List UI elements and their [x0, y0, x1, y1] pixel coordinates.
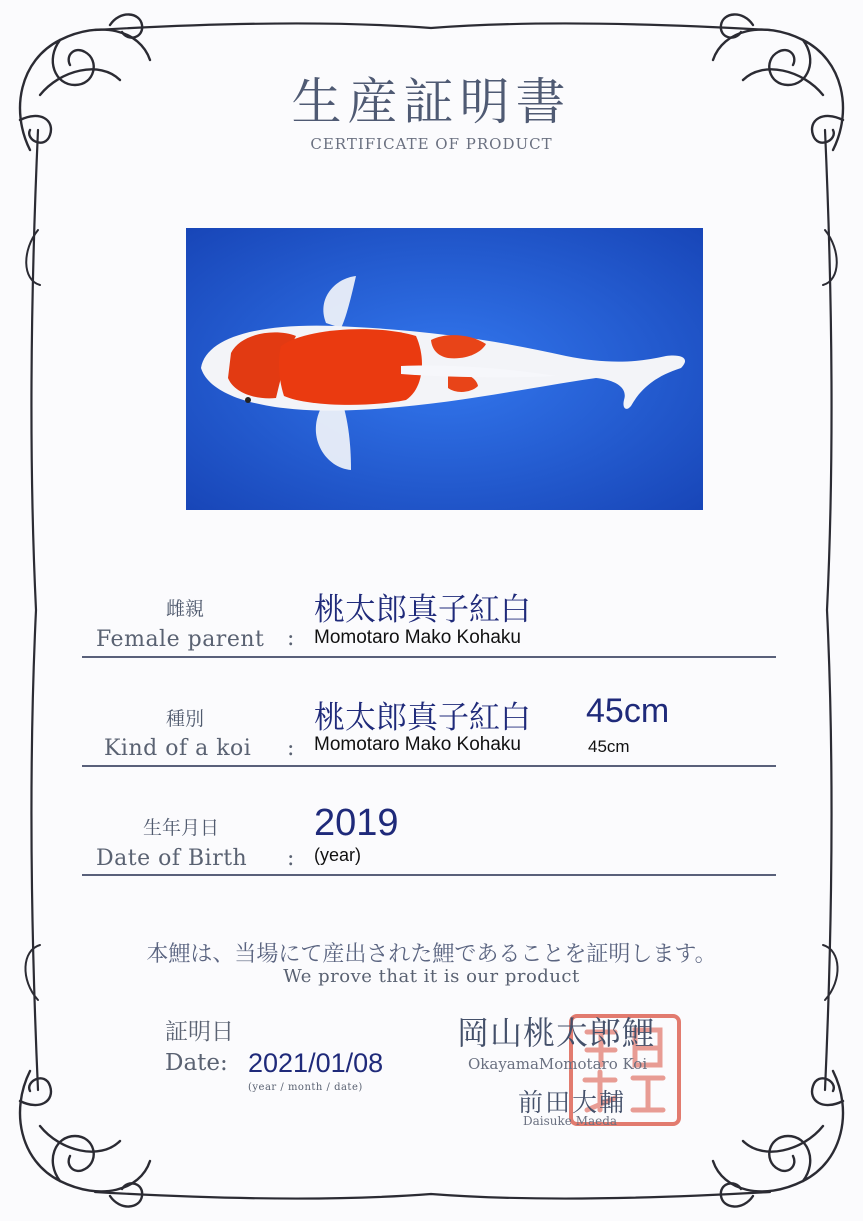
female-parent-label-jp: 雌親 — [165, 598, 204, 620]
certificate-title-jp: 生産証明書 — [291, 73, 572, 131]
corner-scroll-br — [713, 1071, 843, 1207]
size-value-big: 45cm — [586, 692, 670, 730]
issue-date-label-jp: 証明日 — [165, 1019, 234, 1045]
statement-jp: 本鯉は、当場にて産出された鯉であることを証明します。 — [146, 942, 717, 967]
birth-label-en: Date of Birth — [96, 846, 248, 871]
female-parent-value-en: Momotaro Mako Kohaku — [314, 627, 521, 648]
owner-name-en: Daisuke Maeda — [523, 1114, 618, 1128]
farm-name-jp: 岡山桃太郎鯉 — [457, 1014, 656, 1052]
issue-date-value: 2021/01/08 — [248, 1048, 384, 1078]
issue-date-label-en: Date: — [165, 1050, 228, 1076]
kind-label-en: Kind of a koi — [104, 736, 252, 761]
birth-year-value: 2019 — [314, 802, 399, 844]
kind-value-en: Momotaro Mako Kohaku — [314, 734, 521, 755]
statement-en: We prove that it is our product — [283, 966, 580, 987]
corner-scroll-bl — [20, 1071, 150, 1207]
koi-fish-icon — [186, 228, 703, 510]
female-parent-label-en: Female parent — [96, 627, 265, 652]
birth-label-jp: 生年月日 — [142, 817, 219, 839]
colon: : — [287, 736, 295, 761]
kind-label-jp: 種別 — [165, 708, 204, 730]
birth-year-unit: (year) — [314, 845, 362, 865]
issue-date-format: (year / month / date) — [248, 1082, 363, 1093]
colon: : — [287, 846, 295, 871]
divider-line — [82, 765, 776, 767]
farm-name-en: OkayamaMomotaro Koi — [468, 1055, 648, 1073]
koi-photo — [186, 228, 703, 510]
colon: : — [287, 626, 295, 651]
divider-line — [82, 874, 776, 876]
certificate-title-en: CERTIFICATE OF PRODUCT — [310, 135, 553, 153]
owner-name-jp: 前田大輔 — [518, 1088, 627, 1117]
divider-line — [82, 656, 776, 658]
female-parent-value-jp: 桃太郎真子紅白 — [314, 592, 531, 628]
size-value-small: 45cm — [588, 737, 630, 756]
kind-value-jp: 桃太郎真子紅白 — [314, 700, 531, 736]
